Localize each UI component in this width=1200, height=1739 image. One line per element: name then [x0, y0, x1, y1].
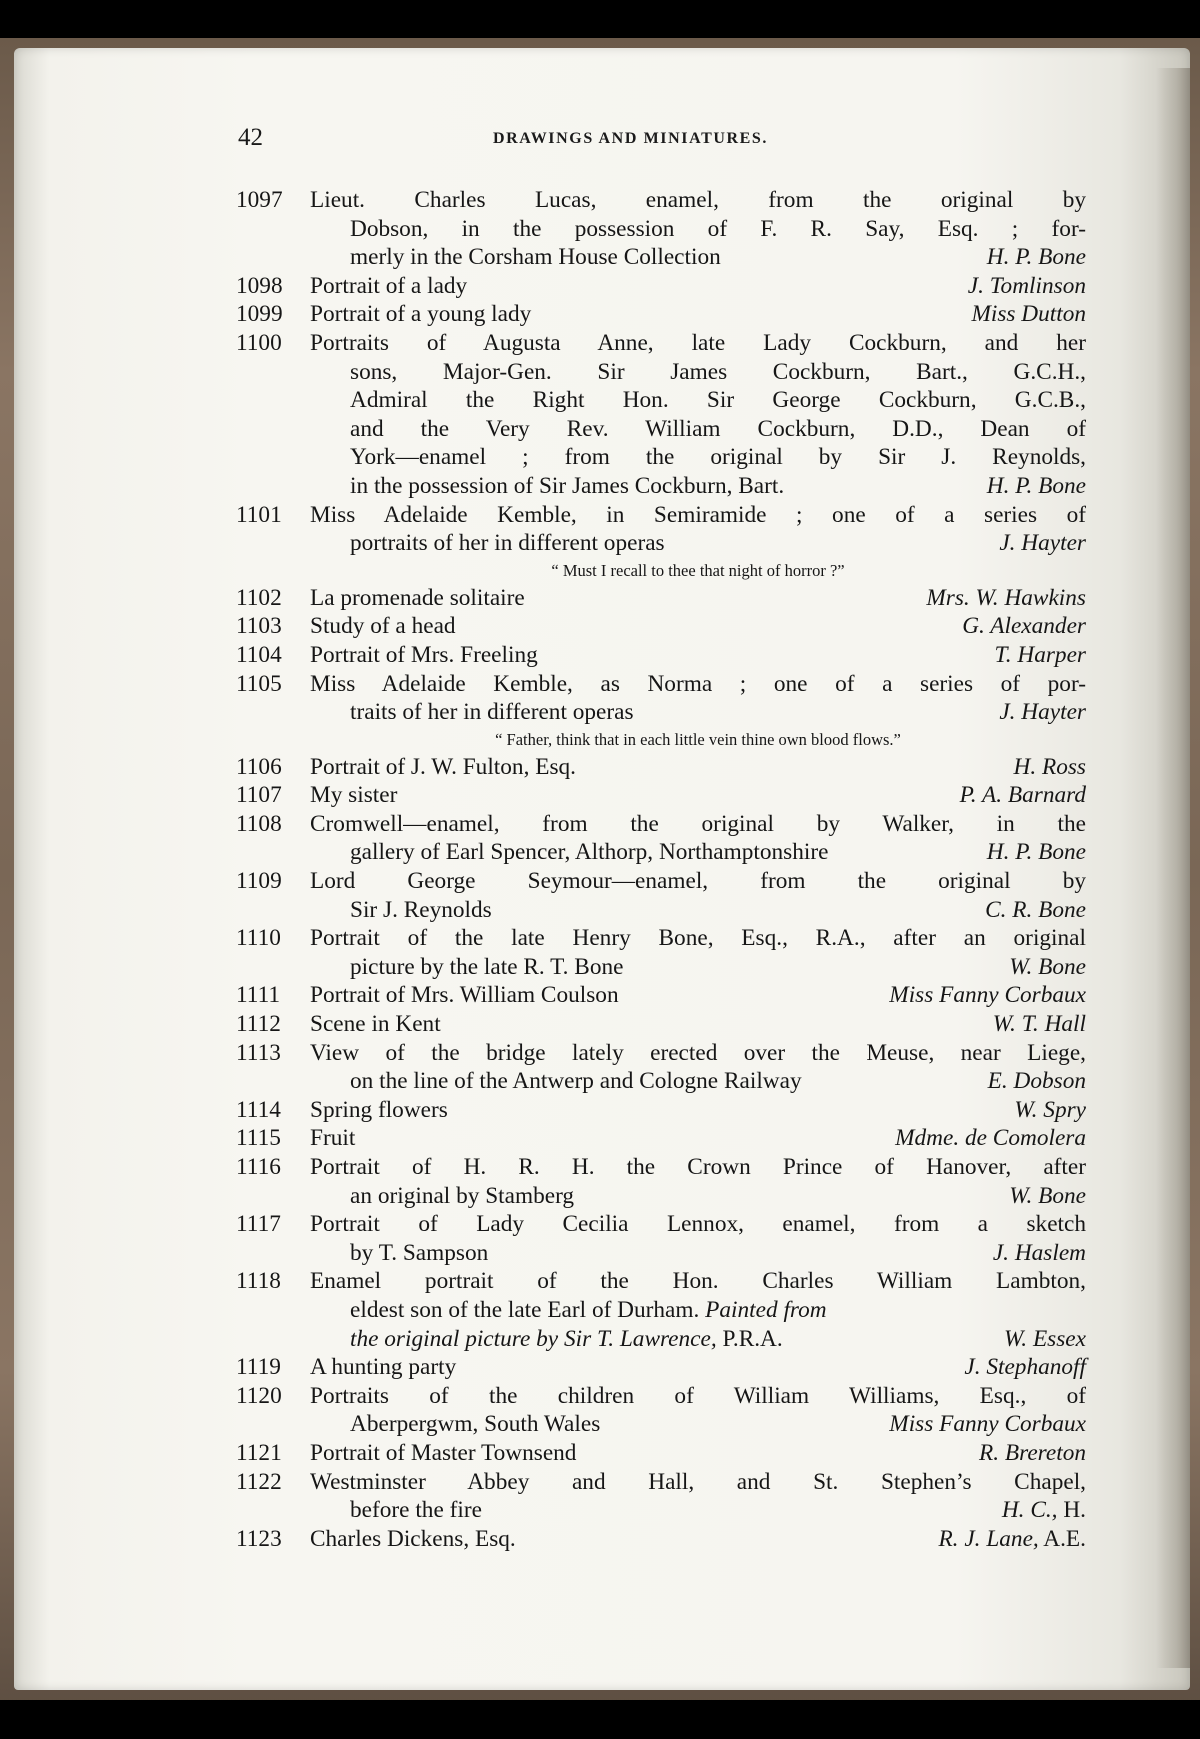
artist-name: Miss Fanny Corbaux [889, 982, 1086, 1009]
entry-number: 1097 [236, 187, 283, 213]
entry-title-line: Sir J. Reynolds [350, 896, 492, 923]
entry-line [220, 981, 1086, 1010]
artist-name-italic: H. C., [1001, 1497, 1058, 1524]
entry-title-text: P.R.A. [722, 1325, 783, 1352]
running-head: DRAWINGS AND MINIATURES. [493, 130, 769, 147]
artist-name: Miss Fanny Corbaux [889, 1411, 1086, 1438]
entry-number: 1114 [236, 1096, 281, 1123]
entry-line [220, 896, 1086, 925]
entry-line [220, 300, 1086, 329]
entry-title-line: Charles Dickens, Esq. [310, 1525, 516, 1552]
entry-quotation: “ Must I recall to thee that night of horror ?” [551, 560, 845, 580]
entry-title-line: Portrait of the late Henry Bone, Esq., R.A., after an original [310, 925, 1086, 952]
entry-title-line: gallery of Earl Spencer, Althorp, Northamptonshire [350, 839, 829, 866]
entry-title-line: Aberpergwm, South Wales [350, 1411, 601, 1438]
page-header [238, 124, 1068, 158]
entry-number: 1118 [236, 1268, 281, 1295]
entry-line [220, 386, 1086, 415]
entry-line [220, 1153, 1086, 1182]
entry-title-line: merly in the Corsham House Collection [350, 244, 721, 271]
entry-line [220, 215, 1086, 244]
entry-line [220, 953, 1086, 982]
entry-number: 1111 [236, 982, 280, 1009]
artist-name: J. Hayter [999, 530, 1086, 557]
entry-line [220, 329, 1086, 358]
entry-line [220, 186, 1086, 215]
entry-line [220, 1353, 1086, 1382]
entry-line [220, 501, 1086, 530]
entry-line [220, 443, 1086, 472]
artist-name: H. P. Bone [986, 839, 1086, 866]
artist-name [938, 1525, 1086, 1554]
entry-title-line: Portrait of Mrs. William Coulson [310, 982, 619, 1009]
entry-number: 1122 [236, 1468, 282, 1495]
entry-title-text: eldest son of the late Earl of Durham. [350, 1296, 706, 1323]
entry-line [220, 1182, 1086, 1211]
entry-title-line: traits of her in different operas [350, 699, 634, 726]
entry-line [220, 670, 1086, 699]
entry-title-line: before the fire [350, 1497, 482, 1524]
page-curl-shadow [1156, 68, 1190, 1668]
artist-name: J. Tomlinson [967, 272, 1086, 299]
entry-title-line: A hunting party [310, 1354, 457, 1381]
entry-number: 1117 [236, 1211, 281, 1238]
artist-name [1002, 1496, 1086, 1525]
entry-number: 1108 [236, 810, 282, 837]
artist-name: R. Brereton [979, 1439, 1086, 1466]
entry-title-line: Enamel portrait of the Hon. Charles William Lambton, [310, 1268, 1086, 1295]
entry-number: 1115 [236, 1125, 281, 1152]
entry-title-line: La promenade solitaire [310, 584, 525, 611]
entry-line [220, 781, 1086, 810]
artist-name: Miss Dutton [971, 301, 1086, 328]
entry-title-line: My sister [310, 782, 398, 809]
artist-name: Mrs. W. Hawkins [926, 584, 1086, 611]
entry-title-line: Miss Adelaide Kemble, in Semiramide ; one of a series of [310, 501, 1086, 528]
entry-line [220, 1124, 1086, 1153]
entry-line [220, 1239, 1086, 1268]
artist-name: J. Haslem [992, 1239, 1086, 1266]
artist-name: H. P. Bone [986, 472, 1086, 499]
entry-title-line: York—enamel ; from the original by Sir J. Reynolds, [350, 444, 1086, 471]
entry-title-line: Portrait of Lady Cecilia Lennox, enamel, from a sketch [310, 1211, 1086, 1238]
entry-number: 1109 [236, 868, 282, 895]
entry-line [220, 243, 1086, 272]
entry-line [220, 1296, 1086, 1325]
entry-title-line: Portraits of the children of William Williams, Esq., of [310, 1382, 1086, 1409]
entry-line [220, 1382, 1086, 1411]
entry-number: 1100 [236, 329, 282, 356]
entry-number: 1101 [236, 501, 282, 528]
entry-title-line: picture by the late R. T. Bone [350, 953, 624, 980]
artist-name: W. Essex [1004, 1325, 1086, 1352]
entry-line [220, 1267, 1086, 1296]
page-number: 42 [238, 124, 263, 151]
artist-name: W. Spry [1014, 1096, 1086, 1123]
entry-line [220, 1010, 1086, 1039]
entry-title-line: Study of a head [310, 613, 456, 640]
entry-line [220, 358, 1086, 387]
artist-name-italic: R. J. Lane, [938, 1525, 1039, 1552]
entry-title-italic: the original picture by Sir T. Lawrence, [350, 1325, 723, 1352]
entry-line [220, 1039, 1086, 1068]
entry-number: 1123 [236, 1525, 282, 1552]
entry-title-line: on the line of the Antwerp and Cologne Railway [350, 1068, 802, 1095]
entry-number: 1119 [236, 1354, 281, 1381]
entry-number: 1121 [236, 1439, 282, 1466]
entry-line [220, 1410, 1086, 1439]
entry-title-line: Miss Adelaide Kemble, as Norma ; one of a series of por- [310, 670, 1086, 697]
entry-line [220, 1067, 1086, 1096]
entry-line [220, 272, 1086, 301]
entry-line [220, 415, 1086, 444]
entry-title-line: an original by Stamberg [350, 1182, 575, 1209]
artist-name: T. Harper [994, 641, 1086, 668]
artist-name: E. Dobson [987, 1068, 1086, 1095]
entry-number: 1107 [236, 782, 282, 809]
entry-title-line: Portrait of a young lady [310, 301, 532, 328]
entry-title-line: Fruit [310, 1125, 356, 1152]
entry-number: 1112 [236, 1011, 281, 1038]
entry-line [220, 810, 1086, 839]
entry-title-line [350, 1296, 1086, 1325]
entry-line [220, 529, 1086, 558]
artist-name: J. Stephanoff [964, 1354, 1086, 1381]
artist-name: W. Bone [1009, 1182, 1086, 1209]
scan-bottom-border [0, 1700, 1200, 1739]
scan-top-border [0, 0, 1200, 40]
entry-quotation: “ Father, think that in each little vein thine own blood flows.” [495, 729, 901, 749]
entry-title-line: Portrait of H. R. H. the Crown Prince of Hanover, after [310, 1154, 1086, 1180]
entry-line [220, 1439, 1086, 1468]
entry-title-line: by T. Sampson [350, 1239, 489, 1266]
entry-title-line: Portrait of Master Townsend [310, 1439, 577, 1466]
entry-number: 1104 [236, 641, 282, 668]
entry-line [220, 753, 1086, 782]
entry-title-line: Lord George Seymour—enamel, from the original by [310, 868, 1086, 895]
entry-line [220, 472, 1086, 501]
catalogue-entries [220, 186, 1086, 1556]
entry-title-line: Admiral the Right Hon. Sir George Cockburn, G.C.B., [350, 387, 1086, 414]
entry-title-line: Portrait of Mrs. Freeling [310, 641, 538, 668]
artist-name: G. Alexander [962, 613, 1086, 640]
entry-line [220, 698, 1086, 727]
artist-name: H. P. Bone [986, 244, 1086, 271]
entry-line [220, 1210, 1086, 1239]
entry-line [220, 924, 1086, 953]
artist-name: H. Ross [1013, 753, 1086, 780]
entry-title-line: Westminster Abbey and Hall, and St. Stephen’s Chapel, [310, 1468, 1086, 1495]
entry-line [220, 1496, 1086, 1525]
entry-title-line: and the Very Rev. William Cockburn, D.D., Dean of [350, 415, 1086, 442]
entry-title-line: View of the bridge lately erected over the Meuse, near Liege, [310, 1039, 1086, 1066]
entry-title-italic: Painted from [705, 1296, 827, 1323]
entry-line [220, 1325, 1086, 1354]
entry-number: 1105 [236, 670, 282, 697]
entry-number: 1099 [236, 301, 283, 328]
entry-title-line: Lieut. Charles Lucas, enamel, from the original by [310, 187, 1086, 213]
entry-title-line: portraits of her in different operas [350, 530, 665, 557]
entry-line [220, 867, 1086, 896]
entry-line [220, 1096, 1086, 1125]
entry-line [220, 1468, 1086, 1497]
entry-title-line: Cromwell—enamel, from the original by Walker, in the [310, 810, 1086, 837]
entry-title-line: Spring flowers [310, 1096, 448, 1123]
entry-title-line: Portrait of J. W. Fulton, Esq. [310, 753, 576, 780]
artist-name: W. T. Hall [992, 1011, 1086, 1038]
entry-title-line: sons, Major-Gen. Sir James Cockburn, Bart., G.C.H., [350, 358, 1086, 385]
entry-title-line [350, 1325, 1086, 1354]
entry-line [220, 1525, 1086, 1554]
entry-line [220, 584, 1086, 613]
artist-name-upright: A.E. [1038, 1525, 1086, 1552]
entry-number: 1113 [236, 1039, 281, 1066]
entry-line [220, 838, 1086, 867]
entry-title-line: Portrait of a lady [310, 272, 468, 299]
entry-number: 1106 [236, 753, 282, 780]
entry-title-line: Portraits of Augusta Anne, late Lady Cockburn, and her [310, 329, 1086, 356]
artist-name: Mdme. de Comolera [895, 1125, 1086, 1152]
entry-title-line: Dobson, in the possession of F. R. Say, Esq. ; for- [350, 215, 1086, 242]
entry-title-line: in the possession of Sir James Cockburn, Bart. [350, 472, 785, 499]
entry-number: 1098 [236, 272, 283, 299]
entry-title-line: Scene in Kent [310, 1011, 441, 1038]
entry-line [220, 612, 1086, 641]
entry-line [220, 641, 1086, 670]
artist-name-upright: H. [1057, 1497, 1086, 1524]
entry-number: 1110 [236, 925, 281, 952]
entry-number: 1102 [236, 584, 282, 611]
artist-name: J. Hayter [999, 699, 1086, 726]
artist-name: W. Bone [1009, 953, 1086, 980]
entry-number: 1120 [236, 1382, 282, 1409]
artist-name: P. A. Barnard [959, 782, 1086, 809]
entry-number: 1116 [236, 1154, 281, 1180]
entry-number: 1103 [236, 613, 282, 640]
artist-name: C. R. Bone [985, 896, 1086, 923]
